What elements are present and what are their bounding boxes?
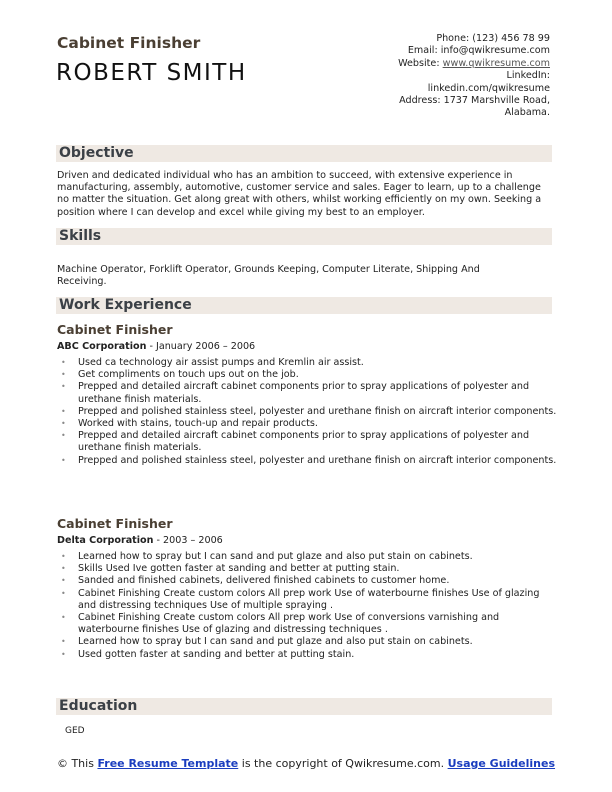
footer [56,757,556,770]
header-job-title: Cabinet Finisher [57,34,201,52]
footer-prefix: © This [56,757,98,770]
website-row [398,58,550,70]
phone: Phone: (123) 456 78 99 [436,33,550,44]
bullet: • Used ca technology air assist pumps and Kremlin air assist. [78,357,573,369]
bullet: • Prepped and detailed aircraft cabinet components prior to spray applications of polyester and urethane finish materials. [78,430,573,454]
education-header [56,698,552,715]
bullet: • Learned how to spray but I can sand and put glaze and also put stain on cabinets. [78,636,548,648]
job-company-line [57,341,255,352]
education-text: GED [65,726,85,736]
work-experience-title: Work Experience [59,297,192,313]
job-dates: - January 2006 – 2006 [146,341,256,352]
free-resume-template-link[interactable]: Free Resume Template [97,757,239,770]
bullet: • Cabinet Finishing Create custom colors All prep work Use of waterbourne finishes Use of glazing and distressing techniques Use of multiple spraying . [78,588,548,612]
bullet: • Get compliments on touch ups out on the job. [78,369,573,381]
objective-header [56,145,552,162]
bullet: • Prepped and polished stainless steel, polyester and urethane finish on aircraft interior components. [78,406,573,418]
skills-text: Machine Operator, Forklift Operator, Grounds Keeping, Computer Literate, Shipping And Receiving. [57,264,480,288]
objective-title: Objective [59,145,134,161]
job-dates: - 2003 – 2006 [153,535,223,546]
job-company-line [57,535,223,546]
job-role: Cabinet Finisher [57,516,173,531]
objective-text: Driven and dedicated individual who has an ambition to succeed, with extensive experience in manufacturing, assembly, automotive, customer service and sales. Eager to learn, up to a challenge no matter the situation. Get along great with others, whilst working efficiently on my own. Seeking a position where I can develop and excel while giving my best to an employer. [57,170,542,218]
bullet: • Cabinet Finishing Create custom colors All prep work Use of conversions varnishing and waterbourne finishes Use of glazing and distressing techniques . [78,612,548,636]
linkedin-label: LinkedIn: [506,70,550,82]
bullet: • Skills Used Ive gotten faster at sanding and better at putting stain. [78,563,548,575]
usage-guidelines-link[interactable]: Usage Guidelines [447,757,556,770]
bullet: • Prepped and detailed aircraft cabinet components prior to spray applications of polyester and urethane finish materials. [78,381,573,405]
website-link[interactable]: www.qwikresume.com [442,57,550,69]
bullet: • Learned how to spray but I can sand and put glaze and also put stain on cabinets. [78,551,548,563]
address-line2: Alabama. [504,107,550,119]
education-title: Education [59,698,138,714]
bullet: • Worked with stains, touch-up and repair products. [78,418,573,430]
contact-info [398,33,550,120]
work-experience-header [56,297,552,314]
email: Email: info@qwikresume.com [407,45,550,57]
linkedin: linkedin.com/qwikresume [427,82,550,94]
bullet: • Prepped and polished stainless steel, polyester and urethane finish on aircraft interior components. [78,455,573,467]
job-role: Cabinet Finisher [57,322,173,337]
footer-middle: is the copyright of Qwikresume.com. [238,757,448,770]
address-line1: Address: 1737 Marshville Road, [399,95,550,107]
skills-title: Skills [59,228,102,244]
bullet: • Sanded and finished cabinets, delivered finished cabinets to customer home. [78,575,548,587]
company-name: Delta Corporation [57,535,154,546]
bullet: • Used gotten faster at sanding and better at putting stain. [78,649,548,661]
company-name: ABC Corporation [57,341,147,352]
candidate-name: ROBERT SMITH [56,60,247,86]
job-bullets [57,357,573,467]
skills-header [56,228,552,245]
job-bullets [57,551,548,661]
website-label: Website: [398,57,443,69]
